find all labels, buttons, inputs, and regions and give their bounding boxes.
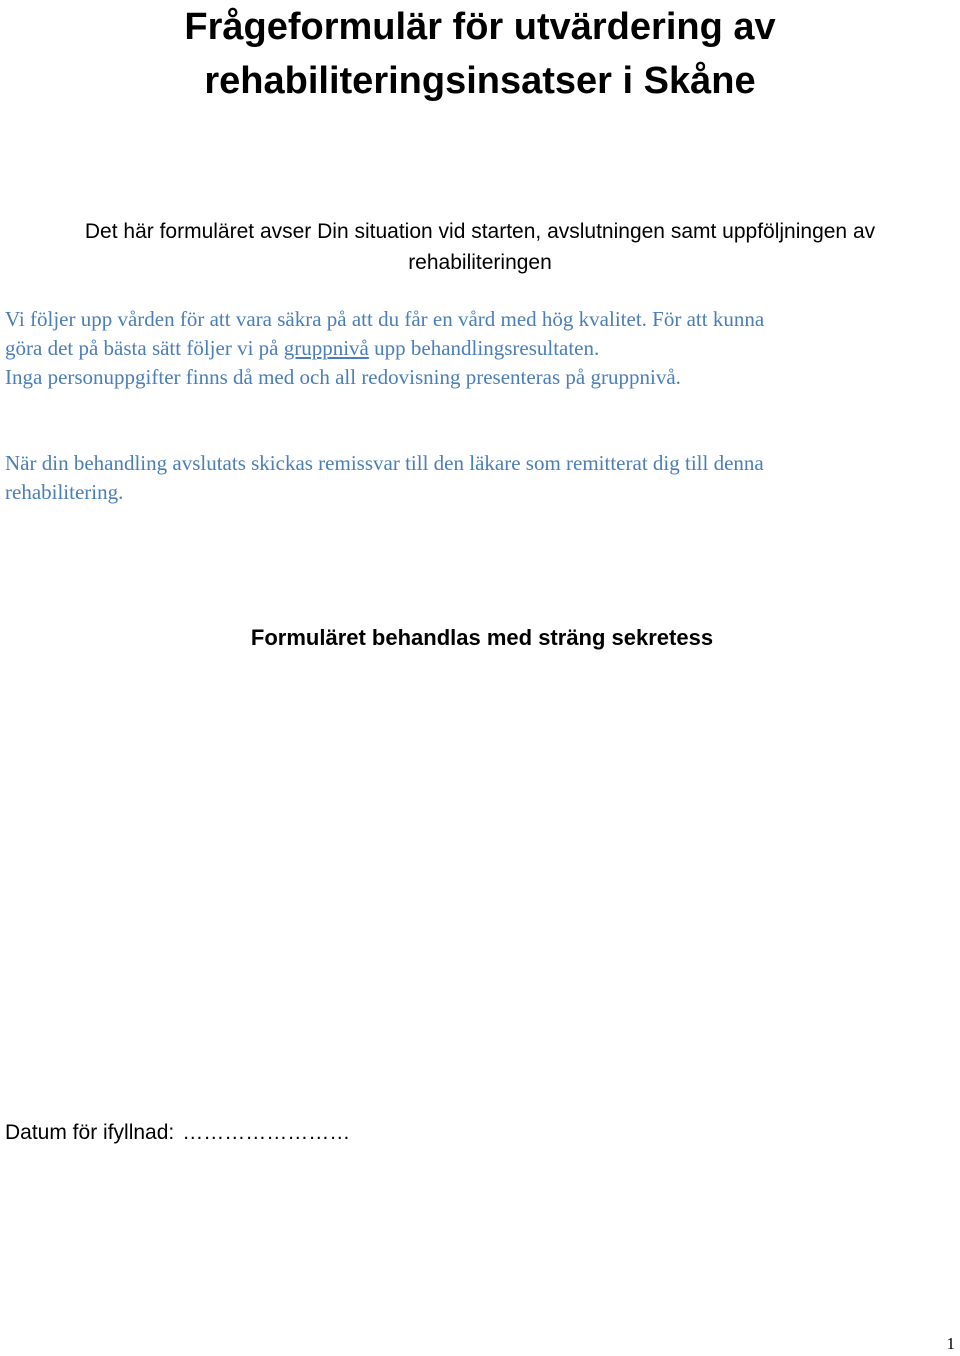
quality-followup-paragraph [5,305,955,392]
form-scope-line-2: rehabiliteringen [408,251,552,274]
secrecy-notice: Formuläret behandlas med sträng sekretess [250,625,714,650]
quality-followup-line-2 [5,334,955,363]
quality-followup-line-1: Vi följer upp vården för att vara säkra på att du får en vård med hög kvalitet. För att kunna [5,307,765,331]
date-filled-label: Datum för ifyllnad: [5,1121,175,1144]
group-level-emphasis: gruppnivå [283,336,369,360]
form-scope-description [0,216,960,278]
referral-response-line-2: rehabilitering. [5,480,124,504]
form-scope-line-1: Det här formuläret avser Din situation vid starten, avslutningen samt uppföljningen av [84,220,876,243]
document-title [0,0,960,108]
quality-followup-line-2-end: upp behandlingsresultaten. [368,336,600,360]
quality-followup-line-3: Inga personuppgifter finns då med och all redovisning presenteras på gruppnivå. [5,365,681,389]
document-title-line-1: Frågeformulär för utvärdering av [184,6,776,48]
document-title-line-2: rehabiliteringsinsatser i Skåne [204,60,756,102]
referral-response-line-1: När din behandling avslutats skickas remissvar till den läkare som remitterat dig till denna [5,451,764,475]
quality-followup-line-2-start: göra det på bästa sätt följer vi på [5,336,284,360]
date-filled-row [5,1117,350,1149]
referral-response-paragraph [5,449,955,507]
page-number: 1 [946,1334,955,1353]
date-filled-field[interactable]: …………………… [182,1121,351,1144]
